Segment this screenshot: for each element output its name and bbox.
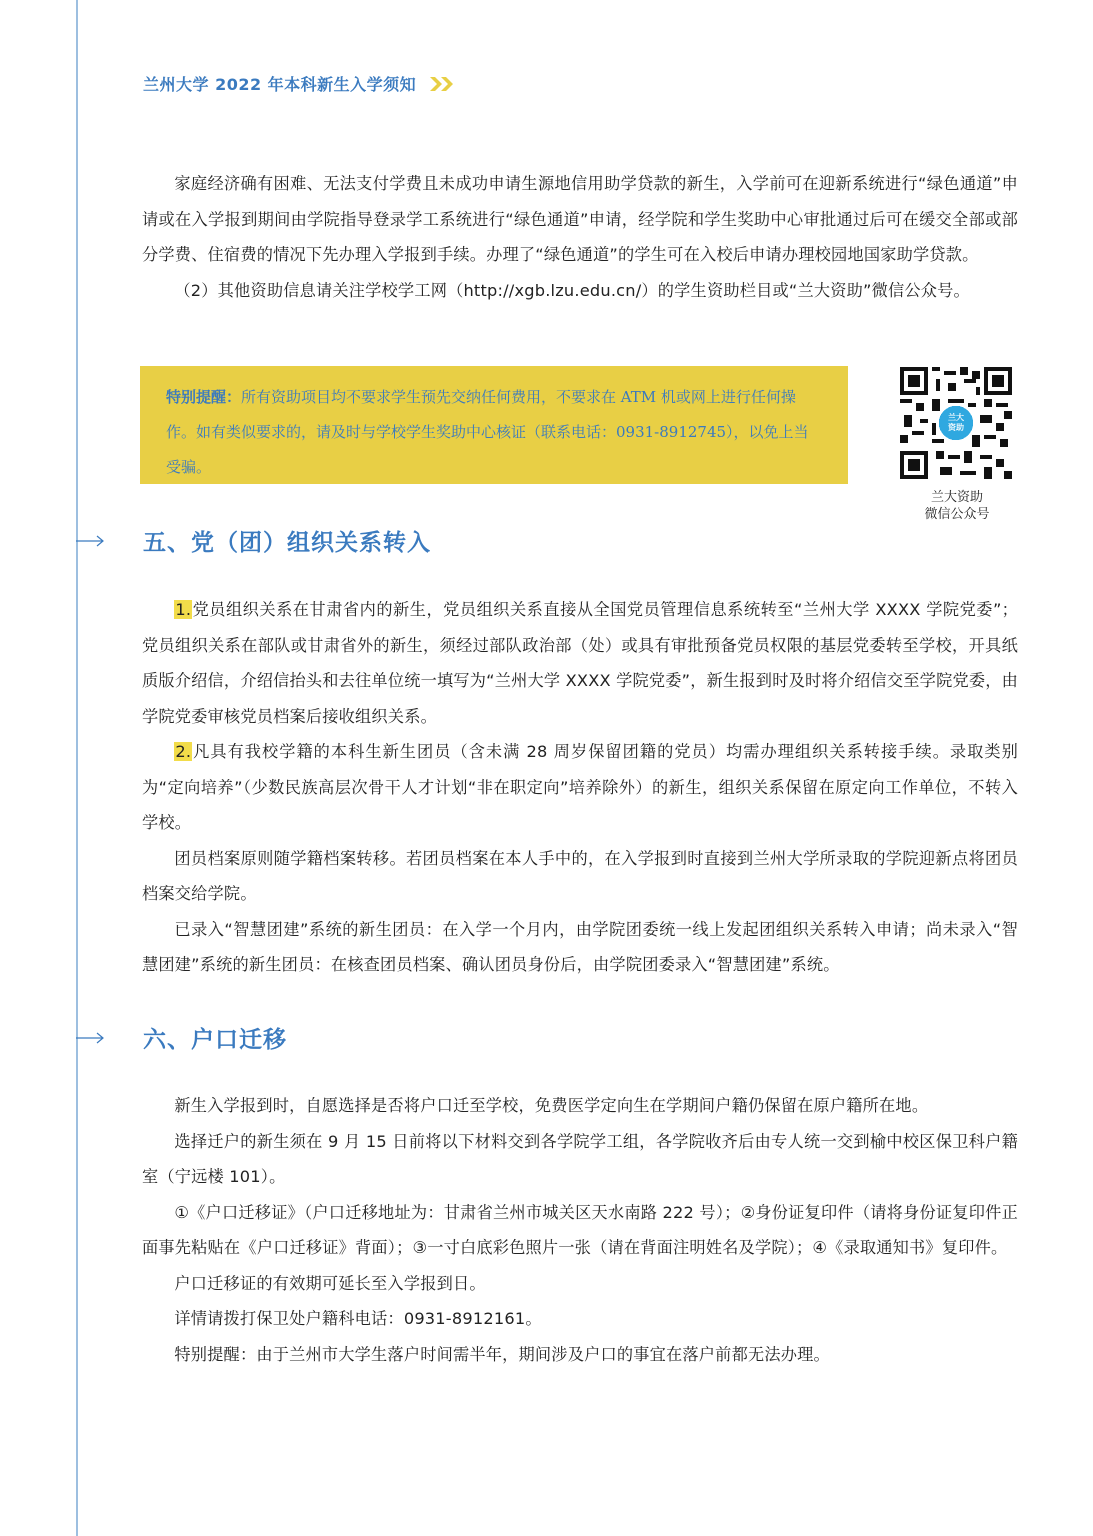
paragraph: 选择迁户的新生须在 9 月 15 日前将以下材料交到各学院学工组，各学院收齐后由专人统一交到榆中校区保卫科户籍室（宁远楼 101）。	[142, 1131, 1018, 1186]
page-header	[143, 72, 456, 95]
qr-center-badge: 兰大 资助	[948, 413, 964, 432]
item-number: 1.	[175, 600, 192, 619]
qr-caption: 兰大资助 微信公众号	[924, 490, 990, 522]
notice-text: 所有资助项目均不要求学生预先交纳任何费用，不要求在 ATM 机或网上进行任何操作。如有类似要求的，请及时与学校学生奖助中心核证（联系电话：0931-8912745），以免上当受骗。	[166, 388, 809, 476]
list-item: 2.凡具有我校学籍的本科生新生团员（含未满 28 周岁保留团籍的党员）均需办理组织关系转接手续。录取类别为“定向培养”（少数民族高层次骨干人才计划“非在职定向”培养除外）的新生，组织关系保留在原定向工作单位，不转入学校。	[142, 742, 1018, 832]
intro-paragraph: （2）其他资助信息请关注学校学工网（http://xgb.lzu.edu.cn/）的学生资助栏目或“兰大资助”微信公众号。	[174, 280, 970, 300]
section-title: 五、党（团）组织关系转入	[143, 530, 431, 556]
wechat-qr-block	[900, 367, 1014, 523]
arrow-right-icon	[76, 1031, 106, 1045]
qr-code-icon	[900, 367, 1012, 479]
paragraph: 已录入“智慧团建”系统的新生团员：在入学一个月内，由学院团委统一线上发起团组织关系转入申请；尚未录入“智慧团建”系统的新生团员：在核查团员档案、确认团员身份后，由学院团委录入“智慧团建”系统。	[142, 919, 1018, 974]
paragraph: ①《户口迁移证》（户口迁移地址为：甘肃省兰州市城关区天水南路 222 号）；②身份证复印件（请将身份证复印件正面事先粘贴在《户口迁移证》背面）；③一寸白底彩色照片一张（请在背面注明姓名及学院）；④《录取通知书》复印件。	[142, 1202, 1018, 1257]
paragraph: 特别提醒：由于兰州市大学生落户时间需半年，期间涉及户口的事宜在落户前都无法办理。	[174, 1344, 830, 1364]
arrow-right-icon	[76, 534, 106, 548]
header-title: 兰州大学 2022 年本科新生入学须知	[143, 75, 417, 94]
special-notice-box	[140, 366, 848, 484]
double-chevron-right-icon	[430, 76, 456, 92]
margin-rule	[76, 0, 78, 1536]
paragraph: 团员档案原则随学籍档案转移。若团员档案在本人手中的，在入学报到时直接到兰州大学所录取的学院迎新点将团员档案交给学院。	[142, 848, 1018, 903]
paragraph: 详情请拨打保卫处户籍科电话：0931-8912161。	[174, 1309, 542, 1328]
section5-body	[142, 592, 1018, 983]
item-number: 2.	[175, 742, 192, 761]
list-item: 1.党员组织关系在甘肃省内的新生，党员组织关系直接从全国党员管理信息系统转至“兰州大学 XXXX 学院党委”；党员组织关系在部队或甘肃省外的新生，须经过部队政治部（处）或具有审批预备党员权限的基层党委转至学校，开具纸质版介绍信，介绍信抬头和去往单位统一填写为“兰州大学 XXXX 学院党委”，新生报到时及时将介绍信交至学院党委，由学院党委审核党员档案后接收组织关系。	[142, 600, 1019, 726]
paragraph: 新生入学报到时，自愿选择是否将户口迁至学校，免费医学定向生在学期间户籍仍保留在原户籍所在地。	[174, 1096, 929, 1115]
intro-text	[142, 166, 1018, 308]
section-title: 六、户口迁移	[143, 1027, 287, 1053]
section6-body	[142, 1088, 1018, 1372]
intro-paragraph: 家庭经济确有困难、无法支付学费且未成功申请生源地信用助学贷款的新生，入学前可在迎新系统进行“绿色通道”申请或在入学报到期间由学院指导登录学工系统进行“绿色通道”申请，经学院和学生奖助中心审批通过后可在缓交全部或部分学费、住宿费的情况下先办理入学报到手续。办理了“绿色通道”的学生可在入校后申请办理校园地国家助学贷款。	[142, 174, 1018, 264]
notice-label: 特别提醒：	[166, 388, 242, 406]
paragraph: 户口迁移证的有效期可延长至入学报到日。	[174, 1273, 486, 1293]
